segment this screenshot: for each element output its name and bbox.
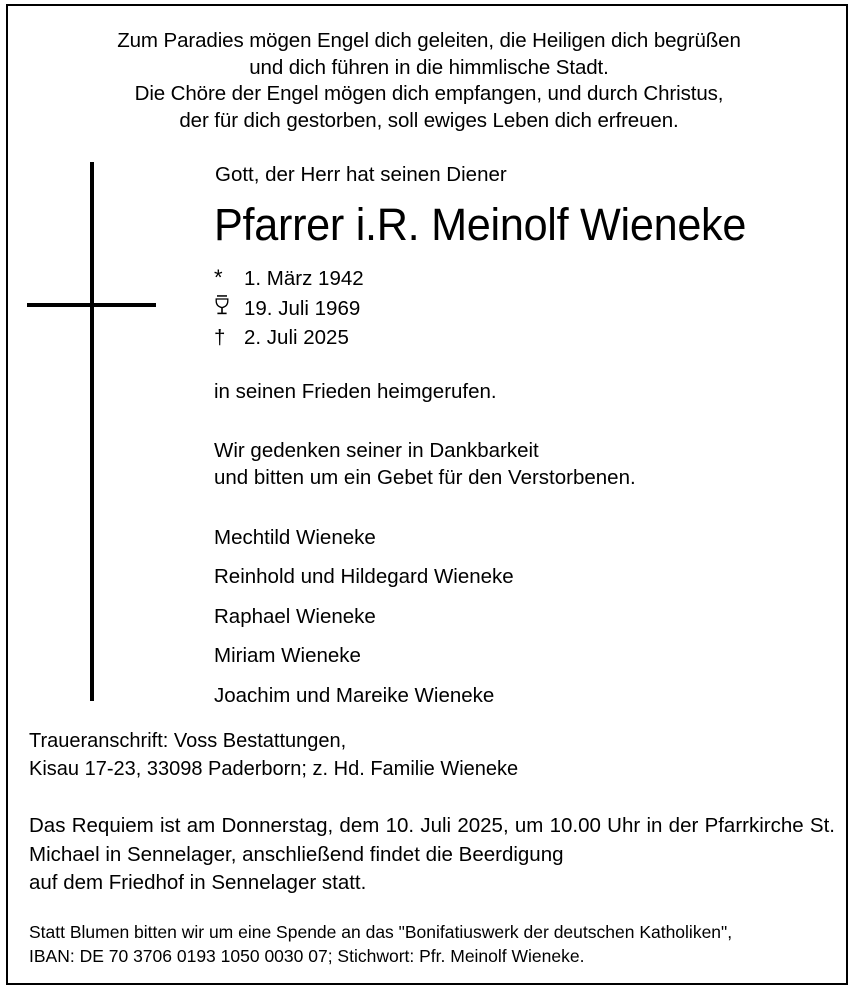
mourners-list [214,518,844,716]
condolence-address [29,727,835,783]
intro-line: Gott, der Herr hat seinen Diener [215,163,507,186]
list-item: Joachim und Mareike Wieneke [214,683,495,707]
death-date-text: 2. Juli 2025 [244,326,349,349]
birth-date-row [214,263,844,294]
verse-line-4: der für dich gestorben, soll ewiges Leben dich erfreuen. [179,108,679,132]
list-item: Reinhold und Hildegard Wieneke [214,565,514,588]
deceased-name: Pfarrer i.R. Meinolf Wieneke [214,199,747,250]
address-line-1: Traueranschrift: Voss Bestattungen, [29,730,347,752]
opening-verse [8,28,850,134]
requiem-main-text: Das Requiem ist am Donnerstag, dem 10. Juli 2025, um 10.00 Uhr in der Pfarrkirche St. Michael in Sennelager, anschließend findet die Beerdigung [29,814,835,866]
ordination-date-text: 19. Juli 1969 [244,296,361,320]
requiem-details [29,812,835,898]
donation-line-1: Statt Blumen bitten wir um eine Spende an das "Bonifatiuswerk der deutschen Katholiken", [29,921,733,942]
list-item: Mechtild Wieneke [214,525,376,549]
remembrance-block [214,437,844,491]
list-item: Raphael Wieneke [214,604,376,628]
verse-line-1: Zum Paradies mögen Engel dich geleiten, die Heiligen dich begrüßen [117,29,741,52]
verse-line-3: Die Chöre der Engel mögen dich empfangen, und durch Christus, [134,82,724,105]
requiem-last-line: auf dem Friedhof in Sennelager statt. [29,871,367,894]
address-line-2: Kisau 17-23, 33098 Paderborn; z. Hd. Familie Wieneke [29,758,519,780]
ordination-chalice-symbol [214,308,244,316]
remembrance-line-2: und bitten um ein Gebet für den Verstorbenen. [214,465,636,489]
born-star-symbol: * [214,265,223,290]
died-cross-symbol: † [214,326,226,349]
list-item: Miriam Wieneke [214,644,361,667]
cross-icon-vertical-beam [90,162,94,701]
death-date-row [214,323,844,353]
donation-request [29,920,835,968]
main-text-column [214,162,844,715]
cross-icon-horizontal-beam [27,303,156,307]
ordination-date-row [214,294,844,324]
birth-date-text: 1. März 1942 [244,267,364,290]
obituary-notice [6,4,848,985]
peace-line: in seinen Frieden heimgerufen. [214,379,497,403]
verse-line-2: und dich führen in die himmlische Stadt. [249,55,609,79]
remembrance-line-1: Wir gedenken seiner in Dankbarkeit [214,438,539,462]
lower-information [29,727,835,968]
donation-line-2: IBAN: DE 70 3706 0193 1050 0030 07; Stichwort: Pfr. Meinolf Wieneke. [29,945,585,966]
life-dates [214,263,844,353]
